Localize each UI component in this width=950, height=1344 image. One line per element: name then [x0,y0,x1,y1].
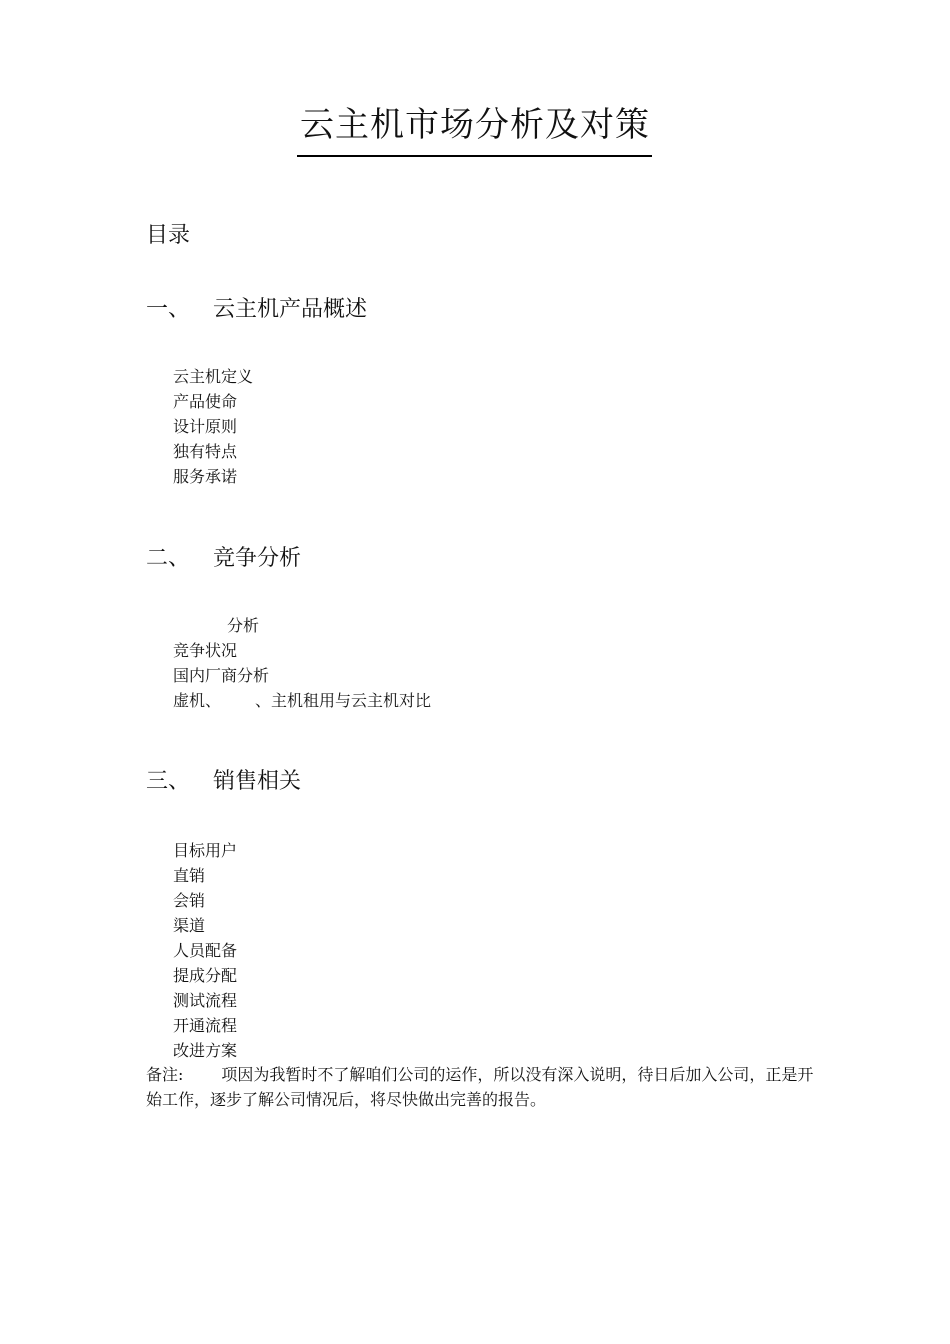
list-item: 人员配备 [173,941,238,960]
section-title: 销售相关 [213,769,302,794]
section-number: 一、 [146,297,191,322]
list-item: 竞争状况 [173,641,238,660]
list-item: 服务承诺 [173,467,238,486]
title-underline [297,155,652,157]
list-item-part: 、主机租用与云主机对比 [255,691,432,710]
list-item: 独有特点 [173,442,238,461]
list-item: 分析 [227,616,260,635]
list-item: 国内厂商分析 [173,666,270,685]
section-items-sales [173,838,237,1063]
remark-text: 项因为我暂时不了解咱们公司的运作，所以没有深入说明，待日后加入公司，正是开始工作，逐步了解公司情况后，将尽快做出完善的报告。 [146,1065,814,1109]
list-item: 改进方案 [173,1041,238,1060]
section-items-competition [173,613,431,713]
section-number: 三、 [146,769,191,794]
list-item-part: 虚机、 [173,691,222,710]
remark-paragraph [146,1062,826,1112]
list-item: 设计原则 [173,417,238,436]
list-item: 开通流程 [173,1016,238,1035]
list-item: 直销 [173,866,206,885]
toc-heading: 目录 [146,223,191,248]
list-item: 云主机定义 [173,367,254,386]
list-item: 会销 [173,891,206,910]
list-item: 测试流程 [173,991,238,1010]
list-item: 目标用户 [173,841,238,860]
document-title: 云主机市场分析及对策 [300,105,650,145]
list-item [173,688,431,713]
section-items-overview [173,364,253,489]
list-item: 渠道 [173,916,206,935]
list-item: 产品使命 [173,392,238,411]
section-title: 云主机产品概述 [213,297,368,322]
section-title: 竞争分析 [213,546,302,571]
remark-label: 备注: [146,1065,184,1084]
section-number: 二、 [146,546,191,571]
list-item: 提成分配 [173,966,238,985]
